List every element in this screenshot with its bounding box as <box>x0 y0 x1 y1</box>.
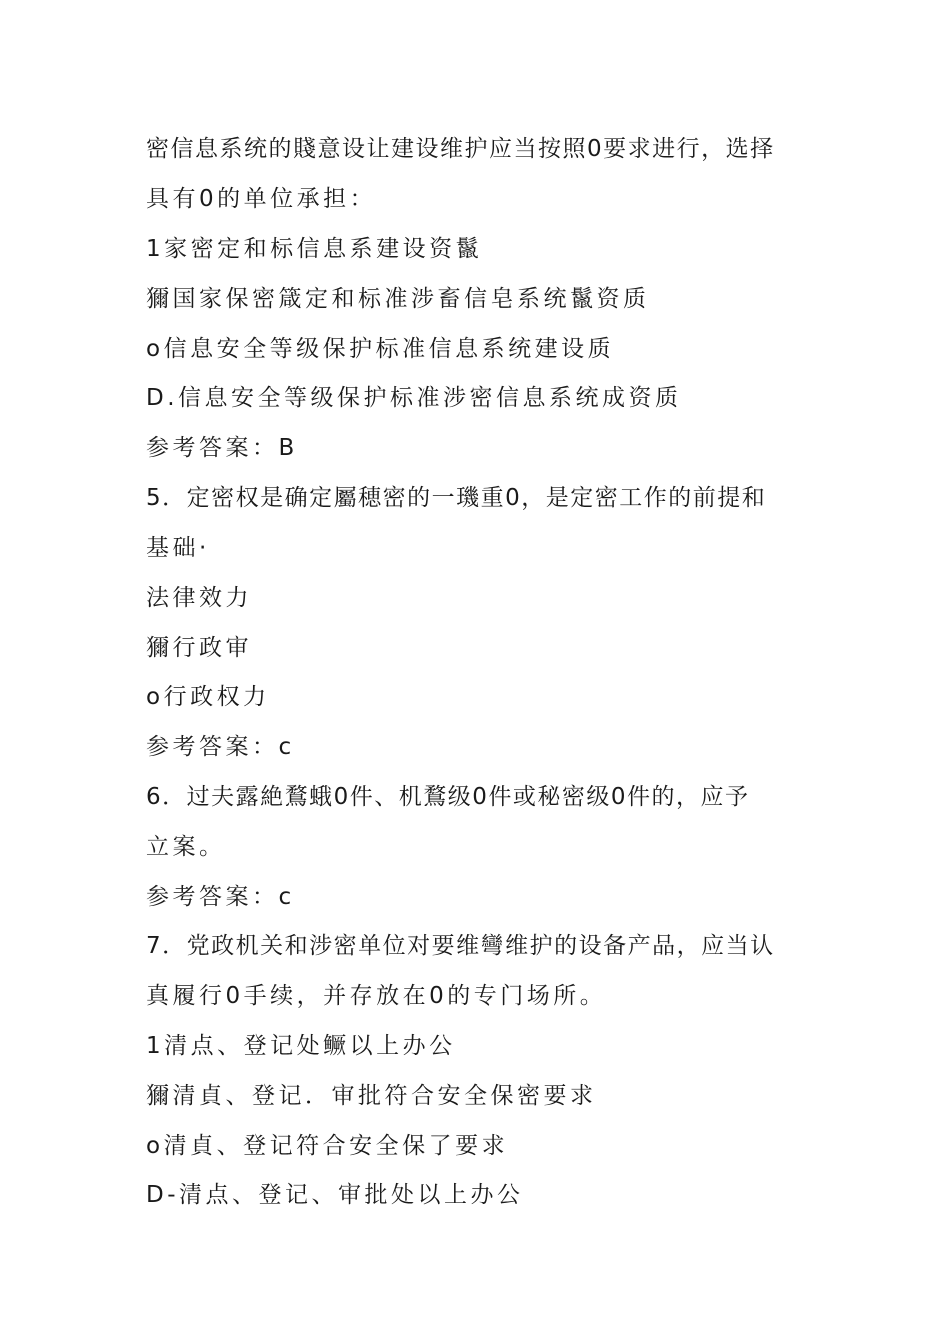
question-4-stem-line-2: 具有0的单位承担： <box>146 186 377 212</box>
question-7-option-a: 1清点、登记处鳜以上办公 <box>146 1033 456 1059</box>
question-7-stem-line-1: 7．党政机关和涉密单位对要维彎维护的设备产品，应当认 <box>146 933 775 959</box>
question-4-stem-line-1: 密信息系统的賤意设让建设维护应当按照0要求进行，选择 <box>146 136 775 162</box>
question-7-option-c: o清貞、登记符合安全保了要求 <box>146 1133 509 1159</box>
question-5-option-a: 法律效力 <box>146 585 252 611</box>
question-7-option-b: 獮清貞、登记．审批符合安全保密要求 <box>146 1083 597 1109</box>
question-5-stem-line-1: 5．定密权是确定屬穂密的一璣重0，是定密工作的前提和 <box>146 485 767 511</box>
question-5-answer: 参考答案：c <box>146 734 295 760</box>
question-4-option-c: o信息安全等级保护标准信息系统建设质 <box>146 336 615 362</box>
question-6-stem-line-1: 6．过夫露絶鶩蛾0件、机鶩级0件或秘密级0件的，应予 <box>146 784 750 810</box>
question-4-option-d: D.信息安全等级保护标准涉密信息系统成资质 <box>146 385 682 411</box>
question-7-stem-line-2: 真履行0手续，并存放在0的专门场所。 <box>146 983 607 1009</box>
question-5-option-b: 獮行政审 <box>146 635 252 661</box>
question-4-option-a: 1家密定和标信息系建设资鬣 <box>146 236 483 262</box>
question-5-option-c: o行政权力 <box>146 684 270 710</box>
question-4-option-b: 獮国家保密箴定和标准涉畜信皂系统鬣资质 <box>146 286 650 312</box>
question-6-answer: 参考答案：c <box>146 884 295 910</box>
question-4-answer: 参考答案：B <box>146 435 298 461</box>
question-5-stem-line-2: 基础· <box>146 535 210 561</box>
question-7-option-d: D-清点、登记、审批处以上办公 <box>146 1182 524 1208</box>
question-6-stem-line-2: 立案。 <box>146 834 226 860</box>
